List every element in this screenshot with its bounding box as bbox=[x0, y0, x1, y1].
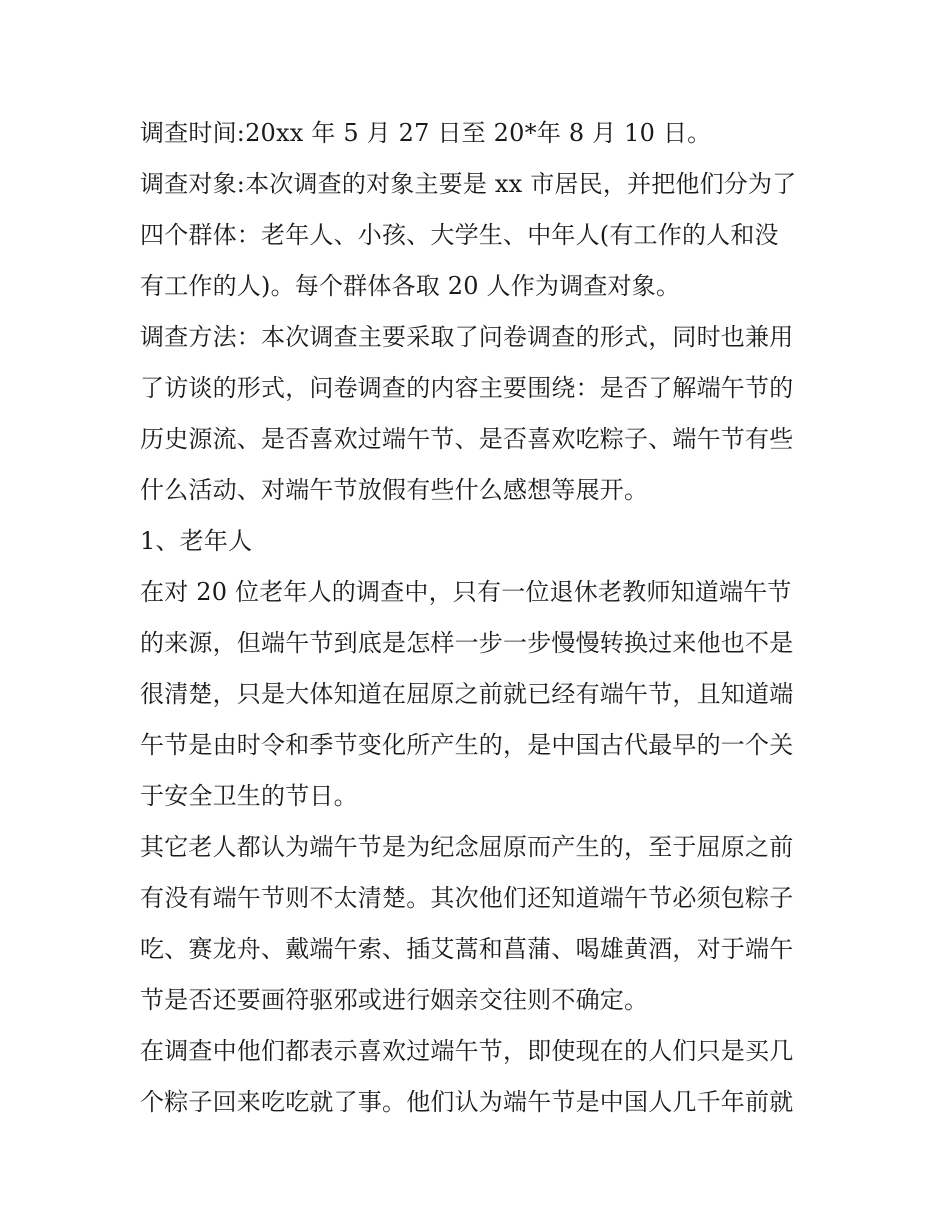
text-line: 调查对象:本次调查的对象主要是 xx 市居民，并把他们分为了 bbox=[140, 170, 797, 198]
text-line: 午节是由时令和季节变化所产生的，是中国古代最早的一个关 bbox=[140, 731, 794, 759]
text-line: 1、老年人 bbox=[140, 527, 253, 555]
text-line: 调查时间:20xx 年 5 月 27 日至 20*年 8 月 10 日。 bbox=[140, 119, 712, 147]
paragraph-survey-method bbox=[140, 312, 820, 516]
text-line: 吃、赛龙舟、戴端午索、插艾蒿和菖蒲、喝雄黄酒，对于端午 bbox=[140, 935, 794, 963]
text-line: 个粽子回来吃吃就了事。他们认为端午节是中国人几千年前就 bbox=[140, 1088, 794, 1116]
section-heading-elderly bbox=[140, 516, 820, 567]
paragraph-survey-subjects bbox=[140, 159, 820, 312]
text-line: 在调查中他们都表示喜欢过端午节，即使现在的人们只是买几 bbox=[140, 1037, 794, 1065]
text-line: 有工作的人)。每个群体各取 20 人作为调查对象。 bbox=[140, 272, 681, 300]
text-line: 节是否还要画符驱邪或进行姻亲交往则不确定。 bbox=[140, 986, 649, 1014]
text-line: 很清楚，只是大体知道在屈原之前就已经有端午节，且知道端 bbox=[140, 680, 794, 708]
paragraph-survey-time bbox=[140, 108, 820, 159]
text-line: 四个群体：老年人、小孩、大学生、中年人(有工作的人和没 bbox=[140, 221, 779, 249]
document-body bbox=[140, 108, 820, 1128]
text-line: 调查方法：本次调查主要采取了问卷调查的形式，同时也兼用 bbox=[140, 323, 794, 351]
text-line: 历史源流、是否喜欢过端午节、是否喜欢吃粽子、端午节有些 bbox=[140, 425, 794, 453]
text-line: 了访谈的形式，问卷调查的内容主要围绕：是否了解端午节的 bbox=[140, 374, 794, 402]
text-line: 有没有端午节则不太清楚。其次他们还知道端午节必须包粽子 bbox=[140, 884, 794, 912]
paragraph-festival-attitude bbox=[140, 1026, 820, 1128]
paragraph-other-elderly bbox=[140, 822, 820, 1026]
text-line: 的来源，但端午节到底是怎样一步一步慢慢转换过来他也不是 bbox=[140, 629, 794, 657]
paragraph-elderly-survey bbox=[140, 567, 820, 822]
text-line: 什么活动、对端午节放假有些什么感想等展开。 bbox=[140, 476, 649, 504]
text-line: 在对 20 位老年人的调查中，只有一位退休老教师知道端午节 bbox=[140, 578, 792, 606]
text-line: 于安全卫生的节日。 bbox=[140, 782, 358, 810]
text-line: 其它老人都认为端午节是为纪念屈原而产生的，至于屈原之前 bbox=[140, 833, 794, 861]
